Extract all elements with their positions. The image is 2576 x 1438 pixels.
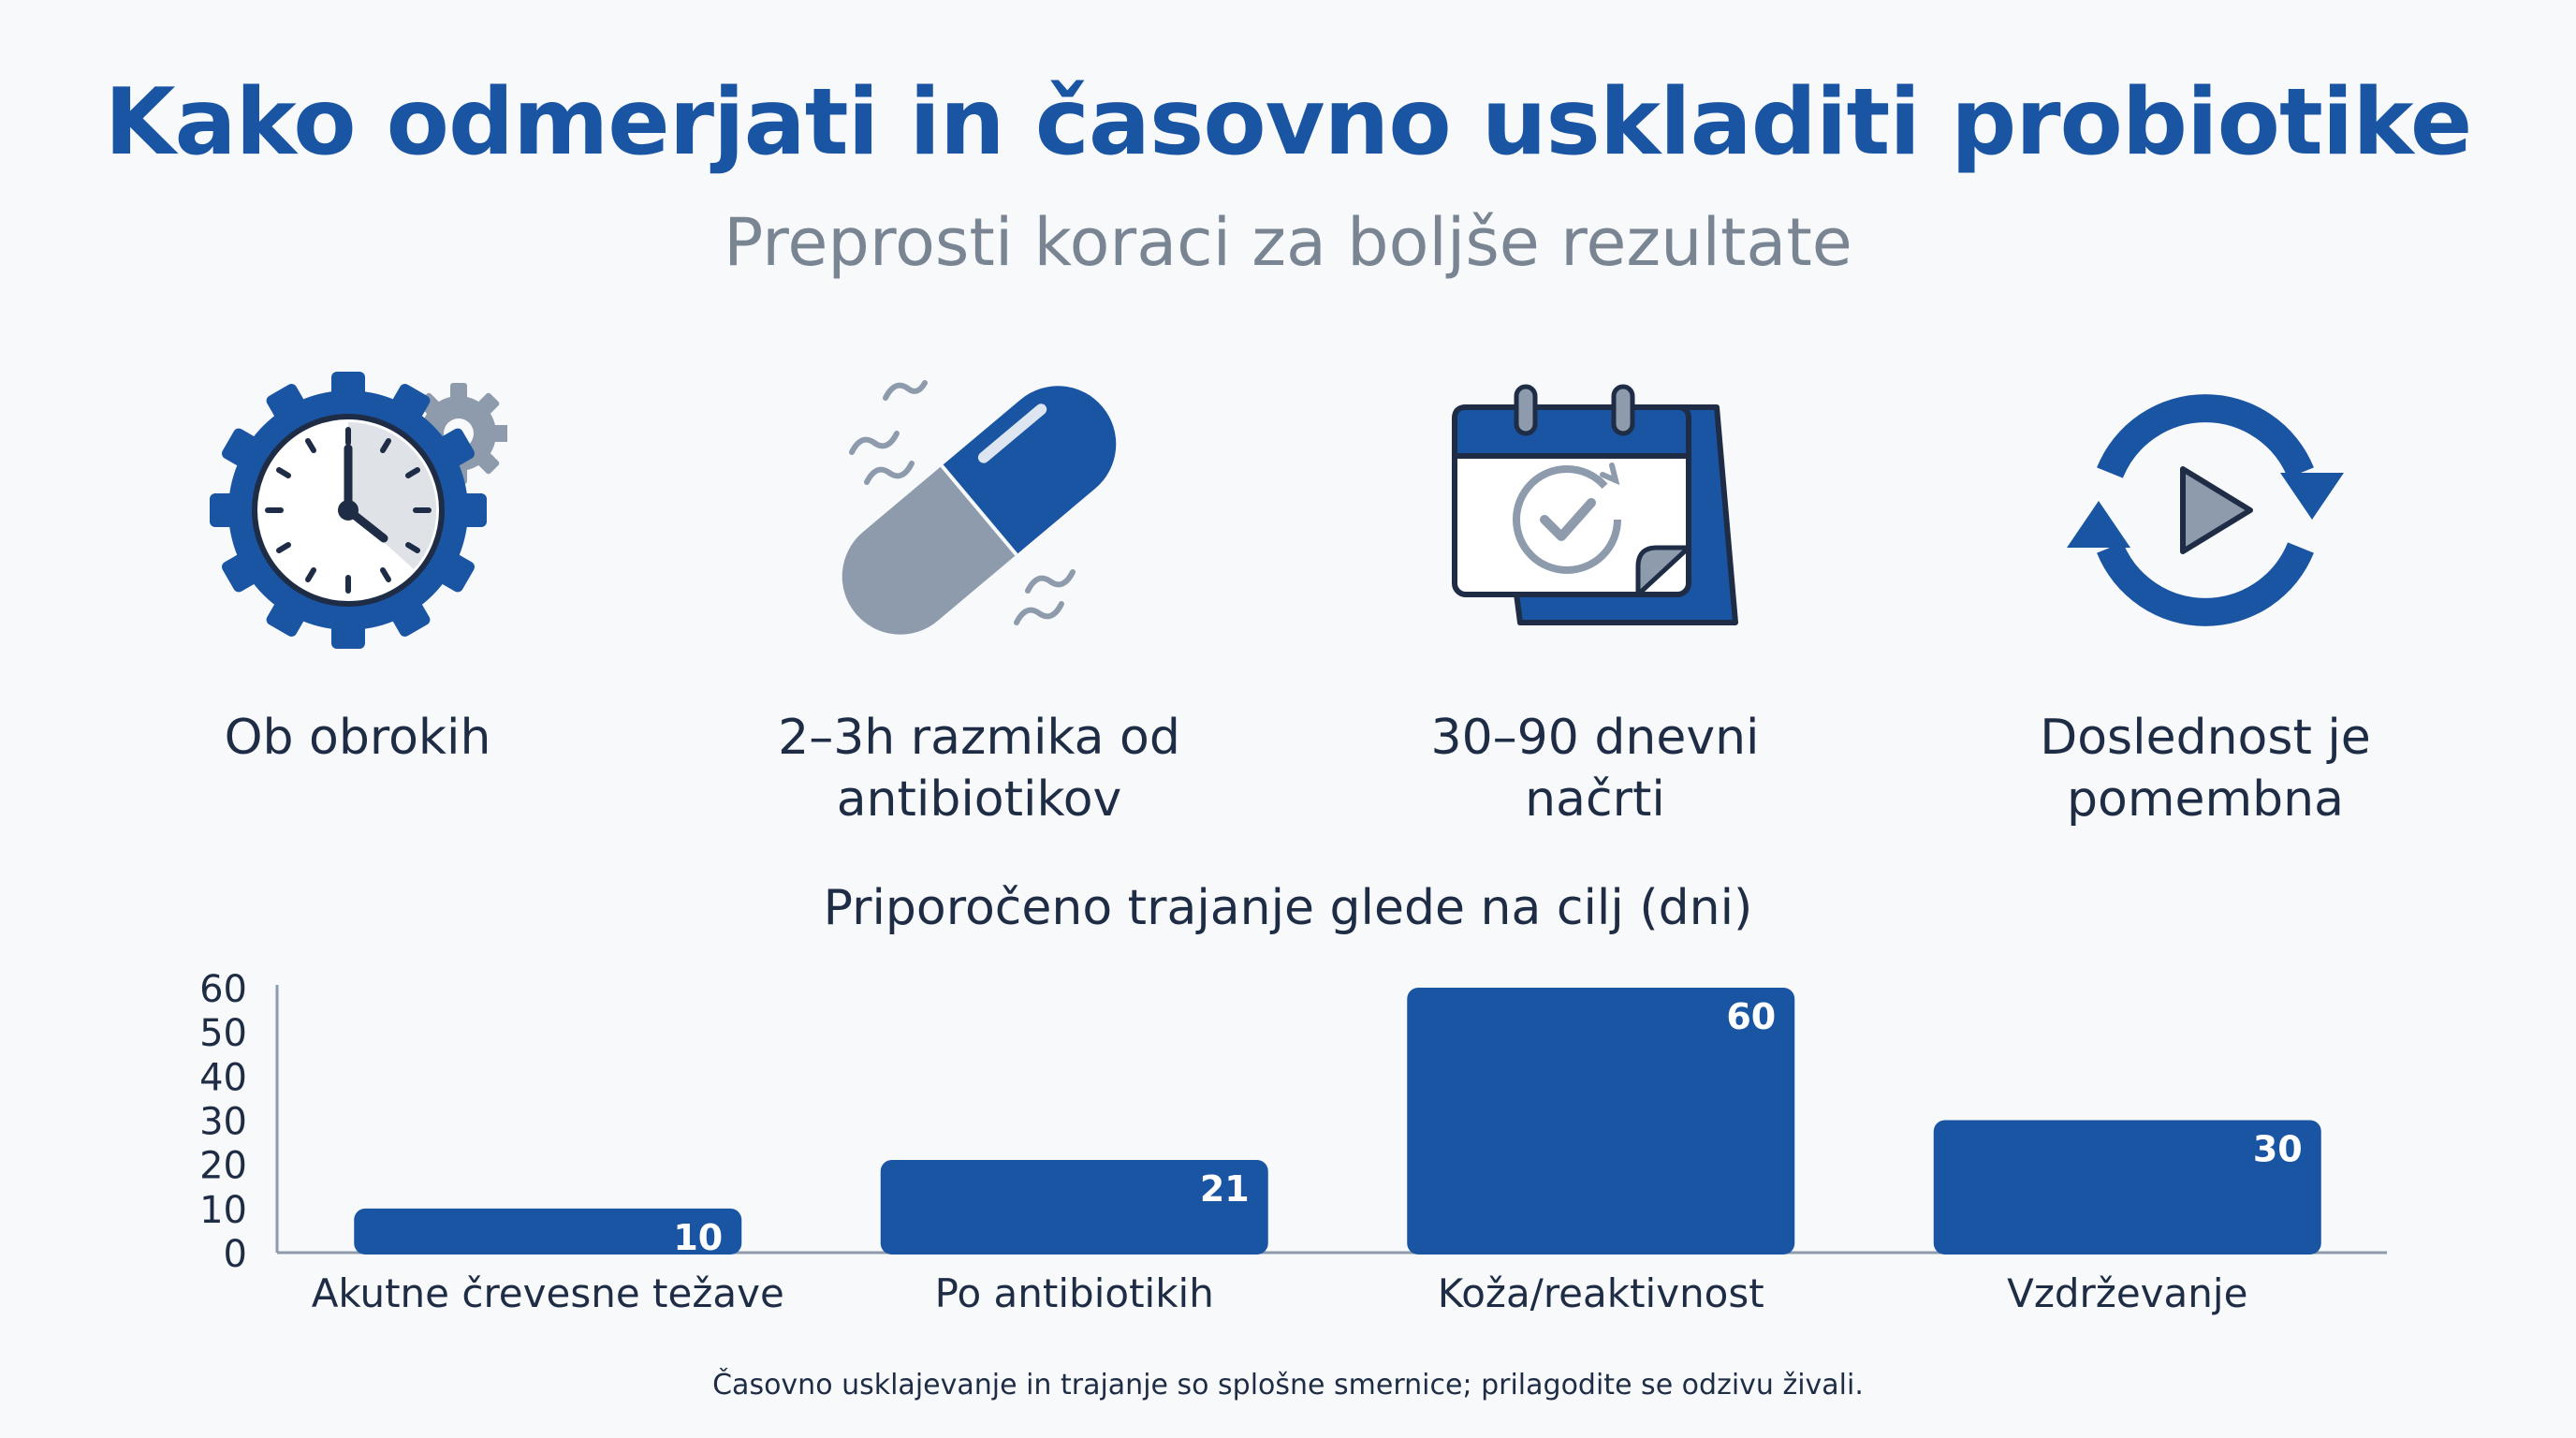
bar-value-label: 21 bbox=[1199, 1167, 1250, 1210]
x-category-label: Vzdrževanje bbox=[2007, 1270, 2248, 1316]
page-title: Kako odmerjati in časovno uskladiti probiotike bbox=[104, 69, 2472, 176]
step-label: 30–90 dnevni načrti bbox=[1430, 710, 1760, 828]
y-tick-label: 0 bbox=[223, 1233, 247, 1276]
y-tick-label: 20 bbox=[199, 1144, 247, 1188]
chart-title: Priporočeno trajanje glede na cilj (dni) bbox=[823, 880, 1753, 936]
x-category-label: Koža/reaktivnost bbox=[1437, 1270, 1764, 1316]
y-tick-label: 60 bbox=[199, 968, 247, 1011]
y-tick-label: 30 bbox=[199, 1100, 247, 1144]
y-tick-label: 40 bbox=[199, 1056, 247, 1100]
y-tick-label: 10 bbox=[199, 1188, 247, 1232]
x-category-label: Akutne črevesne težave bbox=[311, 1270, 784, 1316]
bar-value-label: 10 bbox=[673, 1216, 724, 1258]
step-label: Ob obrokih bbox=[224, 710, 491, 766]
footnote: Časovno usklajevanje in trajanje so splošne smernice; prilagodite se odzivu živali. bbox=[712, 1369, 1864, 1401]
page-subtitle: Preprosti koraci za boljše rezultate bbox=[724, 204, 1852, 281]
step-label: 2–3h razmika od antibiotikov bbox=[778, 710, 1180, 828]
y-tick-label: 50 bbox=[199, 1012, 247, 1056]
x-category-label: Po antibiotikih bbox=[934, 1270, 1214, 1316]
bar-value-label: 60 bbox=[1726, 996, 1777, 1037]
bar-value-label: 30 bbox=[2252, 1128, 2303, 1170]
step-label: Doslednost je pomembna bbox=[2040, 710, 2371, 828]
